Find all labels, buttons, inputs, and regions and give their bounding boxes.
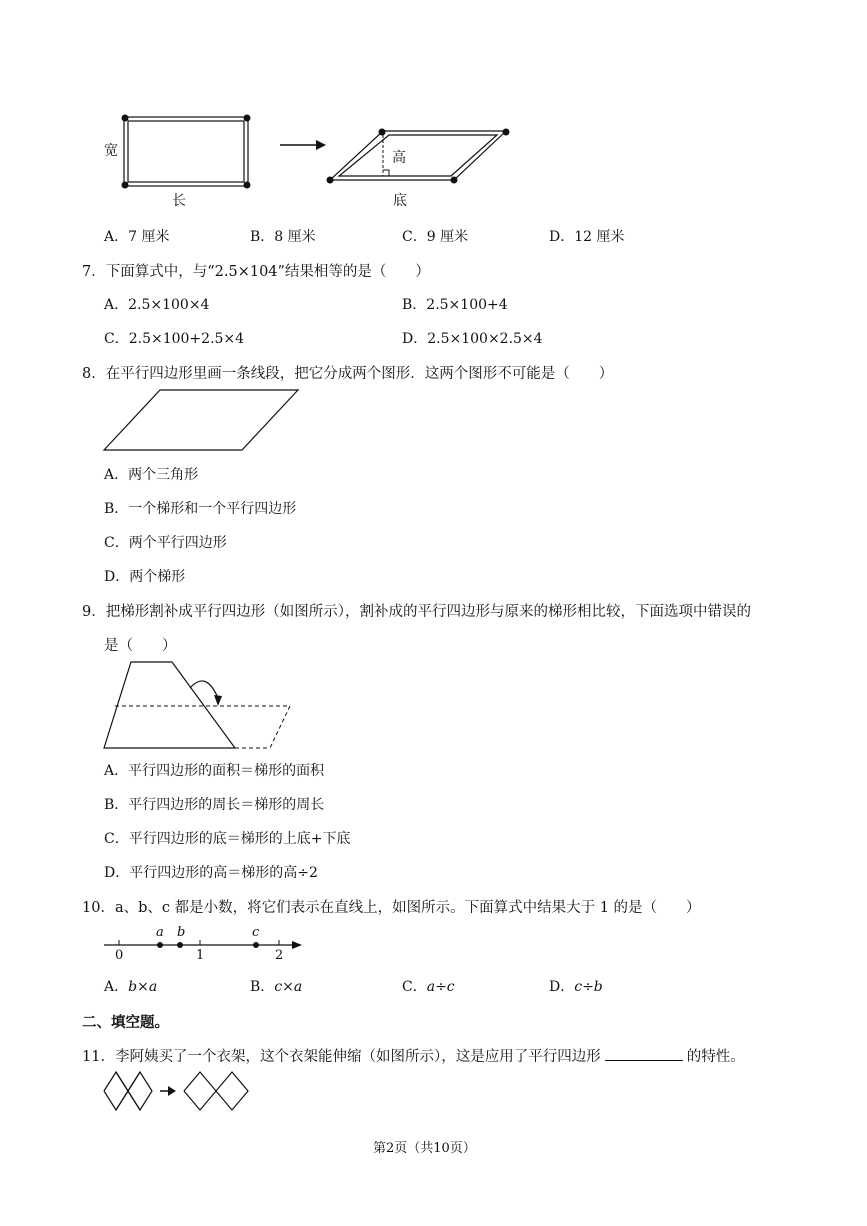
q7-stem: 7．下面算式中，与“2.5×104”结果相等的是（ ） [82,264,430,280]
q9-stem-line1: 9．把梯形割补成平行四边形（如图所示），割补成的平行四边形与原来的梯形相比较，下面选项中错误的 [82,604,751,620]
q7-option-b: B．2.5×100+4 [402,297,508,313]
q11-answer-blank[interactable] [605,1048,683,1061]
rectangle-frame-figure [122,115,250,188]
q9-option-b: B．平行四边形的周长＝梯形的周长 [104,797,325,813]
base-label: 底 [393,193,407,209]
q9-option-d: D．平行四边形的高＝梯形的高÷2 [104,865,318,881]
q6-option-b: B．8 厘米 [250,229,316,245]
q10-option-b-expr: c×a [274,979,303,995]
q6-option-c: C．9 厘米 [402,229,469,245]
q10-option-c-expr: a÷c [426,979,455,995]
parallelogram-frame-figure [327,129,509,183]
q10-option-a-expr: b×a [128,979,158,995]
point-c-label: c [252,925,260,940]
q7-option-a: A．2.5×100×4 [104,297,210,313]
q10-option-c [402,976,455,996]
q7-option-c: C．2.5×100+2.5×4 [104,331,245,347]
point-a-label: a [156,925,164,940]
q8-option-a: A．两个三角形 [104,467,199,483]
q10-option-c-letter: C． [402,979,427,995]
q6-option-d: D．12 厘米 [549,229,625,245]
length-label: 长 [172,193,186,209]
q11-stem [82,1045,745,1066]
q10-stem: 10．a、b、c 都是小数，将它们表示在直线上，如图所示。下面算式中结果大于 1 的是（ ） [82,900,701,916]
q6-option-a: A．7 厘米 [104,229,170,245]
q11-hanger-figure [104,1072,248,1110]
q11-stem-before: 11．李阿姨买了一个衣架，这个衣架能伸缩（如图所示），这是应用了平行四边形 [82,1049,601,1065]
q10-option-d-letter: D． [549,979,575,995]
point-b-label: b [177,925,186,940]
height-label: 高 [392,150,406,166]
q9-stem-line2: 是（ ） [104,638,177,654]
transform-arrow [280,140,326,150]
q11-stem-after: 的特性。 [686,1049,745,1065]
q10-option-a-letter: A． [104,979,129,995]
q10-option-b-letter: B． [250,979,275,995]
q10-option-d [549,976,603,996]
q8-option-c: C．两个平行四边形 [104,535,227,551]
q10-option-b [250,976,302,996]
tick-label-2: 2 [275,948,284,963]
width-label: 宽 [104,143,118,159]
q8-option-b: B．一个梯形和一个平行四边形 [104,501,297,517]
q8-option-d: D．两个梯形 [104,569,186,585]
q8-parallelogram [104,390,298,450]
tick-label-1: 1 [196,948,205,963]
q7-option-d: D．2.5×100×2.5×4 [402,331,543,347]
q9-option-c: C．平行四边形的底＝梯形的上底+下底 [104,831,351,847]
tick-label-0: 0 [115,948,124,963]
q9-option-a: A．平行四边形的面积＝梯形的面积 [104,763,325,779]
page-footer: 第2页（共10页） [373,1141,476,1156]
section-2-title: 二、填空题。 [82,1014,169,1031]
q10-option-a [104,976,157,996]
q9-trapezoid-figure [104,662,290,748]
q10-option-d-expr: c÷b [574,979,603,995]
q8-stem: 8．在平行四边形里画一条线段，把它分成两个图形．这两个图形不可能是（ ） [82,366,614,382]
